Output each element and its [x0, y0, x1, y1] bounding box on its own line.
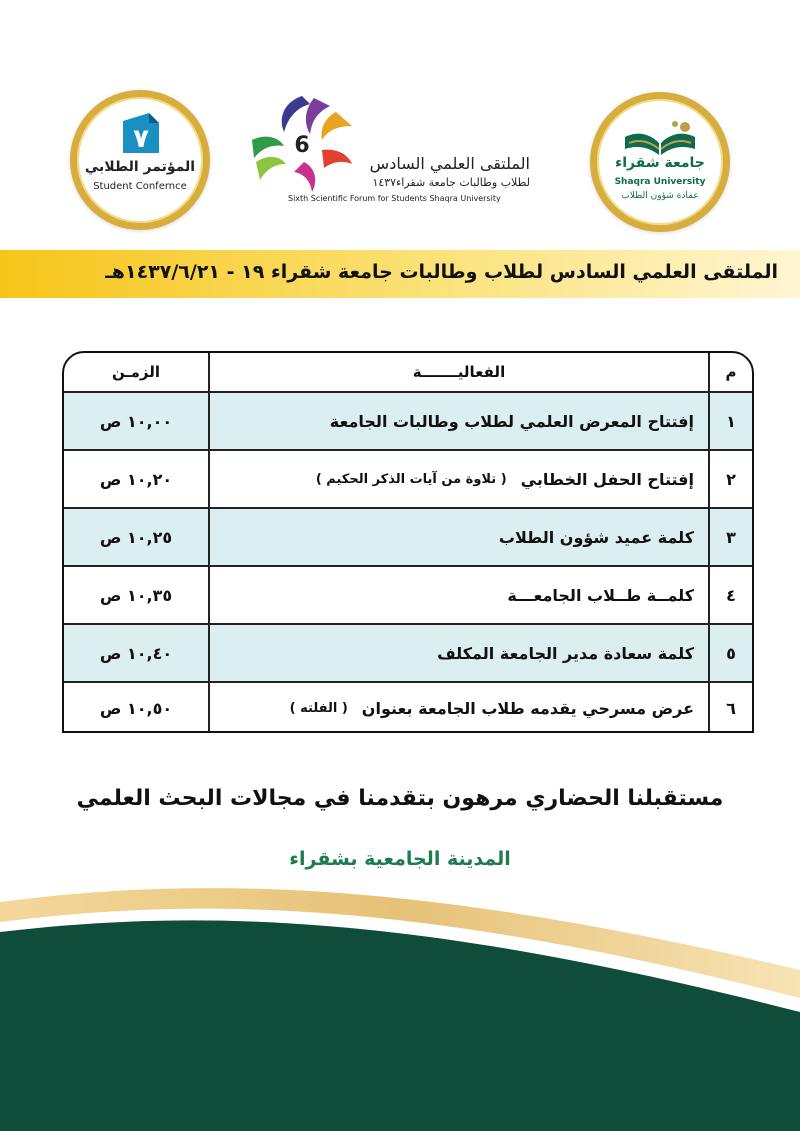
- table-header: [64, 353, 752, 393]
- activity-text: عرض مسرحي يقدمه طلاب الجامعة بعنوان: [361, 698, 694, 718]
- event-banner: [0, 250, 800, 298]
- table-row: [64, 393, 752, 451]
- city-name: المدينة الجامعية بشقراء: [289, 848, 511, 870]
- row-time: ١٠,٠٠ ص: [99, 411, 173, 431]
- row-num: ٥: [708, 625, 752, 681]
- activity-text: كلمة عميد شؤون الطلاب: [498, 527, 694, 547]
- svg-text:6: 6: [294, 133, 310, 158]
- shaqra-university-logo: [590, 92, 730, 232]
- table-row: [64, 451, 752, 509]
- row-time: ١٠,٣٥ ص: [99, 585, 173, 605]
- activity-text: كلمة سعادة مدير الجامعة المكلف: [437, 643, 694, 663]
- header-num: م: [708, 353, 752, 391]
- row-num: ٦: [708, 683, 752, 733]
- table-row: [64, 509, 752, 567]
- header-activity: الفعاليـــــــة: [208, 353, 708, 391]
- activity-text: إفتتاح المعرض العلمي لطلاب وطالبات الجامعة: [329, 411, 694, 431]
- row-time: ١٠,٢٠ ص: [99, 469, 173, 489]
- table-row: [64, 567, 752, 625]
- student-conference-logo: [70, 90, 210, 230]
- schedule-table: [62, 351, 754, 733]
- forum-name-en: Sixth Scientific Forum for Students Shaqra University: [288, 194, 501, 203]
- row-num: ١: [708, 393, 752, 449]
- deanship-name: عمادة شؤون الطلاب: [621, 191, 699, 201]
- row-num: ٤: [708, 567, 752, 623]
- forum-title: الملتقى العلمي السادس: [369, 154, 530, 173]
- row-time: ١٠,٢٥ ص: [99, 527, 173, 547]
- forum-logo: [244, 82, 554, 222]
- banner-text: الملتقى العلمي السادس لطلاب وطالبات جامعة شقراء ١٩ - ١٤٣٧/٦/٢١هـ: [105, 261, 778, 283]
- row-num: ٣: [708, 509, 752, 565]
- activity-note: ( الفلته ): [289, 700, 348, 716]
- open-book-icon: [619, 119, 701, 159]
- row-activity: [208, 567, 708, 623]
- activity-note: ( تلاوة من آيات الذكر الحكيم ): [315, 471, 507, 487]
- row-activity: [208, 625, 708, 681]
- conference-name-en: Student Confernce: [93, 181, 187, 192]
- bottom-wave-decoration: [0, 880, 800, 1131]
- conference-name-ar: المؤتمر الطلابي: [84, 159, 196, 175]
- forum-ribbon-icon: [244, 88, 364, 198]
- conference-badge-icon: [119, 111, 165, 155]
- row-activity: [208, 509, 708, 565]
- row-activity: [208, 451, 708, 507]
- header-time: الزمـن: [111, 363, 161, 381]
- activity-text: إفتتاح الحفل الخطابي: [520, 469, 694, 489]
- university-name-ar: جامعة شقراء: [615, 155, 705, 171]
- forum-subtitle: لطلاب وطالبات جامعة شقراء١٤٣٧: [372, 176, 530, 189]
- row-activity: [208, 683, 708, 733]
- activity-text: كلمــة طــلاب الجامعـــة: [507, 585, 694, 605]
- row-num: ٢: [708, 451, 752, 507]
- university-name-en: Shaqra University: [614, 177, 706, 187]
- table-row: [64, 625, 752, 683]
- svg-text:٧: ٧: [133, 124, 149, 154]
- table-row: [64, 683, 752, 733]
- row-activity: [208, 393, 708, 449]
- row-time: ١٠,٥٠ ص: [99, 698, 173, 718]
- row-time: ١٠,٤٠ ص: [99, 643, 173, 663]
- slogan: مستقبلنا الحضاري مرهون بتقدمنا في مجالات البحث العلمي: [76, 786, 724, 811]
